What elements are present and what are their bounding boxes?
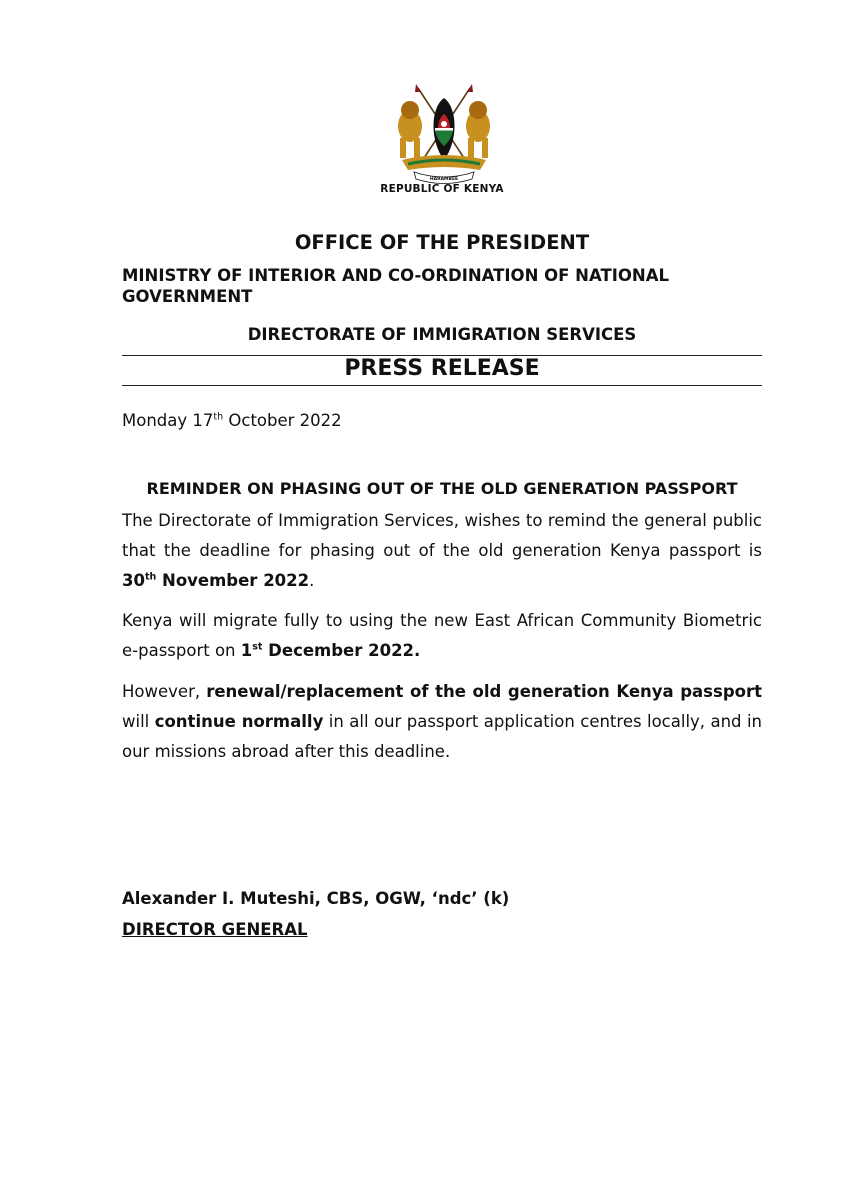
- motto-text: HARAMBEE: [429, 177, 459, 182]
- bottom-divider: [122, 385, 762, 386]
- directorate-title: DIRECTORATE OF IMMIGRATION SERVICES: [247, 325, 637, 344]
- release-date: Monday 17th October 2022: [122, 411, 342, 430]
- release-heading: REMINDER ON PHASING OUT OF THE OLD GENERATION PASSPORT: [146, 479, 738, 498]
- press-release-title: PRESS RELEASE: [344, 356, 540, 381]
- paragraph-deadline: The Directorate of Immigration Services, wishes to remind the general public that the deadline for phasing out of the old generation Kenya passport is 30th November 2022.: [122, 511, 762, 590]
- office-title: OFFICE OF THE PRESIDENT: [294, 231, 590, 254]
- signatory-name: Alexander I. Muteshi, CBS, OGW, ‘ndc’ (k): [122, 889, 510, 908]
- ministry-title: MINISTRY OF INTERIOR AND CO-ORDINATION OF NATIONAL GOVERNMENT: [122, 266, 669, 306]
- paragraph-renewal: However, renewal/replacement of the old generation Kenya passport will continue normally in all our passport application centres locally, and in our missions abroad after this deadline.: [122, 682, 763, 761]
- republic-label: REPUBLIC OF KENYA: [380, 183, 504, 195]
- signatory-title: DIRECTOR GENERAL: [122, 920, 308, 939]
- kenya-coat-of-arms-icon: [388, 84, 500, 186]
- paragraph-migration: Kenya will migrate fully to using the new East African Community Biometric e-passport on 1st December 2022.: [122, 611, 762, 660]
